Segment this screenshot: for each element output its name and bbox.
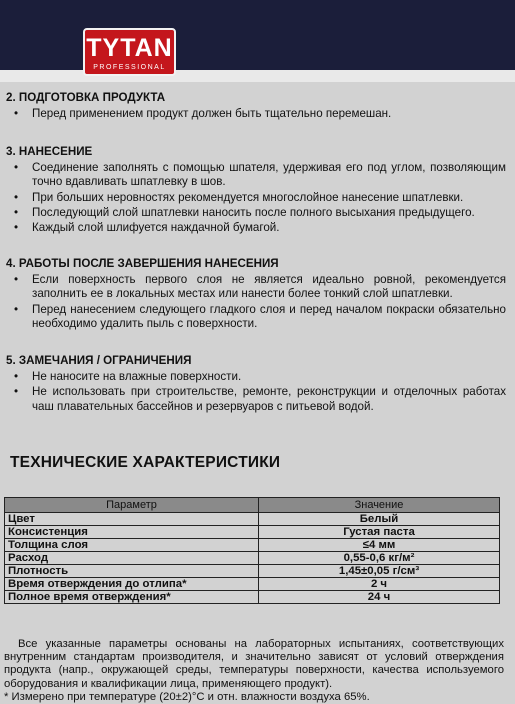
list-item <box>6 221 506 235</box>
logo-text: TYTAN <box>86 34 173 62</box>
list-item-text: Перед применением продукт должен быть тщательно перемешан. <box>32 107 392 121</box>
section-title: 3. НАНЕСЕНИЕ <box>6 145 93 158</box>
header-banner <box>0 0 515 70</box>
section-list <box>6 107 506 121</box>
list-item-text: Перед нанесением следующего гладкого слоя и перед началом покраски обязательно необходимо удалить пыль с поверхности. <box>32 302 506 330</box>
list-item-text: Соединение заполнять с помощью шпателя, удерживая его под углом, позволяющим точно вдавливать шпатлевку в шов. <box>32 161 506 189</box>
list-item <box>6 303 506 331</box>
list-item <box>6 161 506 189</box>
list-item-text: Не использовать при строительстве, ремонте, реконструкции и отделочных работах чаш плавательных бассейнов и резервуаров с питьевой водой. <box>32 385 506 413</box>
list-item-text: Последующий слой шпатлевки наносить после полного высыхания предыдущего. <box>32 205 475 219</box>
list-item <box>6 385 506 413</box>
table-cell-value: 2 ч <box>259 578 500 591</box>
bullet: • <box>14 370 19 384</box>
table-row <box>5 513 500 526</box>
table-row <box>5 565 500 578</box>
bullet: • <box>14 205 19 219</box>
bullet: • <box>14 302 19 316</box>
table-cell-param: Плотность <box>5 565 259 578</box>
table-cell-param: Полное время отверждения* <box>5 591 259 604</box>
table-cell-param: Консистенция <box>5 526 259 539</box>
table-row <box>5 552 500 565</box>
table-cell-param: Цвет <box>5 513 259 526</box>
notes-footnote: * Измерено при температуре (20±2)°C и отн. влажности воздуха 65%. <box>4 690 370 703</box>
section-title: 5. ЗАМЕЧАНИЯ / ОГРАНИЧЕНИЯ <box>6 354 192 367</box>
table-cell-value: Белый <box>259 513 500 526</box>
bullet: • <box>14 190 19 204</box>
list-item-text: При больших неровностях рекомендуется многослойное нанесение шпатлевки. <box>32 190 464 204</box>
header-bar <box>0 0 515 82</box>
section-list <box>6 370 506 414</box>
section-list <box>6 273 506 331</box>
list-item <box>6 107 506 121</box>
list-item <box>6 273 506 301</box>
specs-table <box>4 497 500 604</box>
section-after-application <box>6 257 506 331</box>
table-header-value: Значение <box>259 498 500 513</box>
section-notes-restrictions <box>6 354 506 414</box>
bullet: • <box>14 107 19 121</box>
table-row <box>5 526 500 539</box>
logo-subtitle: PROFESSIONAL <box>93 64 166 71</box>
section-title: 4. РАБОТЫ ПОСЛЕ ЗАВЕРШЕНИЯ НАНЕСЕНИЯ <box>6 257 279 270</box>
table-row <box>5 591 500 604</box>
bullet: • <box>14 221 19 235</box>
table-cell-value: 24 ч <box>259 591 500 604</box>
tech-specs-title: ТЕХНИЧЕСКИЕ ХАРАКТЕРИСТИКИ <box>10 454 281 471</box>
section-list <box>6 161 506 235</box>
table-cell-param: Время отверждения до отлипа* <box>5 578 259 591</box>
bullet: • <box>14 161 19 175</box>
list-item <box>6 191 506 205</box>
table-row <box>5 578 500 591</box>
section-application <box>6 145 506 235</box>
tytan-logo <box>83 28 176 76</box>
notes-block <box>4 638 504 704</box>
list-item-text: Каждый слой шлифуется наждачной бумагой. <box>32 221 280 235</box>
table-cell-param: Толщина слоя <box>5 539 259 552</box>
table-cell-value: 0,55-0,6 кг/м² <box>259 552 500 565</box>
list-item <box>6 370 506 384</box>
list-item-text: Не наносите на влажные поверхности. <box>32 370 242 384</box>
table-cell-value: Густая паста <box>259 526 500 539</box>
list-item <box>6 206 506 220</box>
table-cell-value: ≤4 мм <box>259 539 500 552</box>
table-header-param: Параметр <box>5 498 259 513</box>
bullet: • <box>14 273 19 287</box>
table-header-row <box>5 498 500 513</box>
table-cell-param: Расход <box>5 552 259 565</box>
list-item-text: Если поверхность первого слоя не является идеально ровной, рекомендуется заполнить ее в локальных местах или нанести более тонкий слой шпатлевки. <box>32 273 506 301</box>
section-preparation <box>6 91 506 121</box>
section-title: 2. ПОДГОТОВКА ПРОДУКТА <box>6 91 166 104</box>
bullet: • <box>14 385 19 399</box>
table-cell-value: 1,45±0,05 г/см³ <box>259 565 500 578</box>
notes-paragraph: Все указанные параметры основаны на лабораторных испытаниях, соответствующих внутренним стандартам производителя, и значительно зависят от условий отверждения продукта (напр., окружающей среды, температуры поверхности, качества используемого оборудования и квалификации лица, применяющего продукт). <box>4 638 504 690</box>
table-row <box>5 539 500 552</box>
